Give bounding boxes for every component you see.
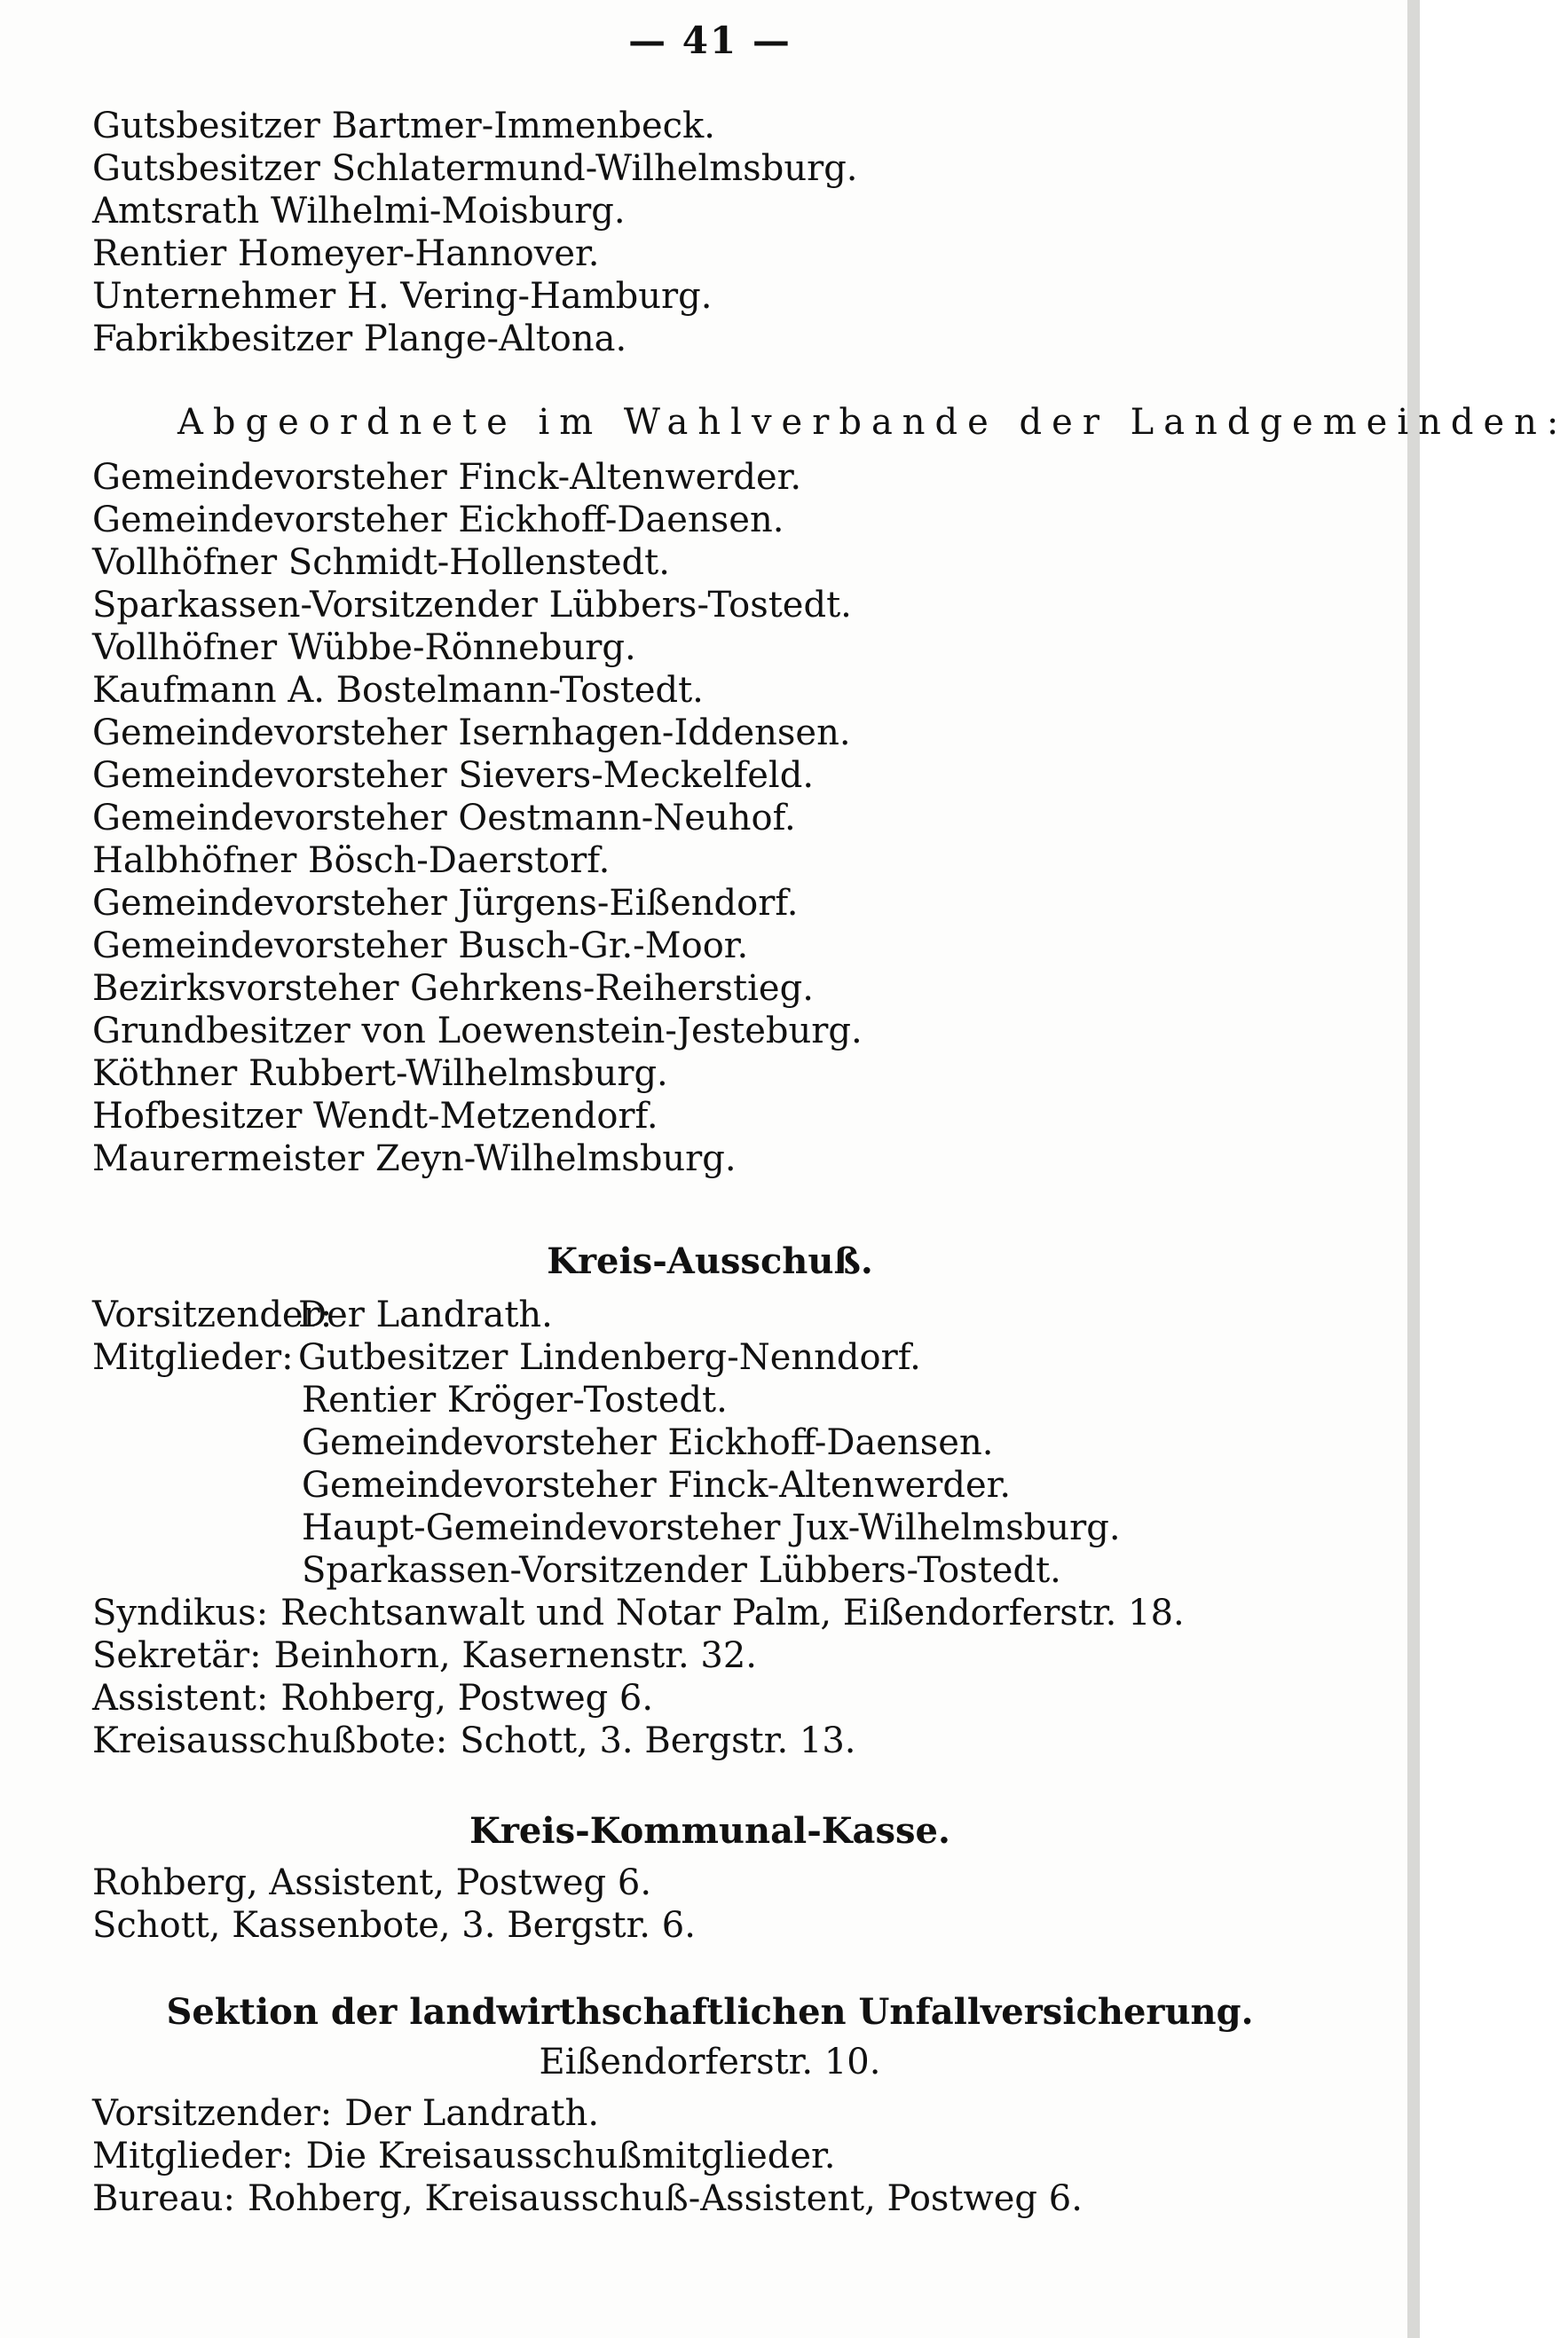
bote-value: Schott, 3. Bergstr. 13. bbox=[460, 1720, 856, 1761]
uv-bureau-value: Rohberg, Kreisausschuß-Assistent, Postweg 6. bbox=[248, 2178, 1083, 2219]
bote-row bbox=[92, 1720, 1185, 1762]
mitglieder-row bbox=[92, 1336, 1185, 1379]
list-item: Gemeindevorsteher Isernhagen-Iddensen. bbox=[92, 712, 851, 753]
sekretaer-value: Beinhorn, Kasernenstr. 32. bbox=[273, 1635, 758, 1676]
delegates-list-landgemeinden bbox=[92, 456, 863, 1180]
mitglied-item: Rentier Kröger-Tostedt. bbox=[302, 1380, 728, 1421]
mitglieder-label: Mitglieder: bbox=[92, 1337, 294, 1378]
bote-label: Kreisausschußbote: bbox=[92, 1720, 448, 1761]
mitglied-item: Haupt-Gemeindevorsteher Jux-Wilhelmsburg. bbox=[302, 1507, 1121, 1548]
syndikus-row bbox=[92, 1592, 1185, 1634]
assistent-row bbox=[92, 1677, 1185, 1720]
assistent-label: Assistent: bbox=[92, 1678, 269, 1719]
list-item: Vollhöfner Schmidt-Hollenstedt. bbox=[92, 542, 670, 583]
assistent-value: Rohberg, Postweg 6. bbox=[280, 1678, 654, 1719]
uv-vorsitzender-row bbox=[92, 2092, 1083, 2135]
kommunal-kasse-block bbox=[92, 1862, 696, 1947]
list-item: Rentier Homeyer-Hannover. bbox=[92, 233, 600, 274]
uv-bureau-row bbox=[92, 2177, 1083, 2220]
list-item: Maurermeister Zeyn-Wilhelmsburg. bbox=[92, 1138, 737, 1179]
sekretaer-label: Sekretär: bbox=[92, 1635, 262, 1676]
unfallversicherung-address: Eißendorferstr. 10. bbox=[539, 2042, 881, 2082]
unfallversicherung-block bbox=[92, 2092, 1083, 2220]
section-heading-kreis-ausschuss: Kreis-Ausschuß. bbox=[547, 1240, 873, 1282]
sekretaer-row bbox=[92, 1634, 1185, 1677]
list-item: Hofbesitzer Wendt-Metzendorf. bbox=[92, 1096, 658, 1137]
list-item: Gutsbesitzer Schlatermund-Wilhelmsburg. bbox=[92, 148, 858, 189]
syndikus-value: Rechtsanwalt und Notar Palm, Eißendorferstr. 18. bbox=[280, 1593, 1185, 1633]
page-number: — 41 — bbox=[628, 19, 792, 62]
vorsitzender-row bbox=[92, 1294, 1185, 1336]
syndikus-label: Syndikus: bbox=[92, 1593, 269, 1633]
list-item: Bezirksvorsteher Gehrkens-Reiherstieg. bbox=[92, 968, 814, 1009]
list-item: Fabrikbesitzer Plange-Altona. bbox=[92, 319, 627, 359]
delegates-list-top bbox=[92, 105, 858, 360]
uv-mitglieder-row bbox=[92, 2135, 1083, 2177]
list-item: Grundbesitzer von Loewenstein-Jesteburg. bbox=[92, 1011, 863, 1051]
mitglied-item: Gemeindevorsteher Eickhoff-Daensen. bbox=[302, 1422, 994, 1463]
mitglied-item: Gutbesitzer Lindenberg-Nenndorf. bbox=[298, 1337, 921, 1378]
list-item: Gemeindevorsteher Oestmann-Neuhof. bbox=[92, 798, 796, 838]
list-item: Rohberg, Assistent, Postweg 6. bbox=[92, 1862, 652, 1903]
list-item: Gemeindevorsteher Sievers-Meckelfeld. bbox=[92, 755, 815, 796]
list-item: Gutsbesitzer Bartmer-Immenbeck. bbox=[92, 106, 715, 146]
list-item: Schott, Kassenbote, 3. Bergstr. 6. bbox=[92, 1905, 696, 1946]
list-item: Vollhöfner Wübbe-Rönneburg. bbox=[92, 627, 636, 668]
list-item: Gemeindevorsteher Eickhoff-Daensen. bbox=[92, 500, 784, 540]
mitglied-item: Gemeindevorsteher Finck-Altenwerder. bbox=[302, 1465, 1012, 1506]
section-heading-unfallversicherung: Sektion der landwirthschaftlichen Unfallversicherung. bbox=[166, 1991, 1254, 2033]
list-item: Sparkassen-Vorsitzender Lübbers-Tostedt. bbox=[92, 585, 852, 626]
vorsitzender-label: Vorsitzender: bbox=[92, 1295, 333, 1335]
page-edge bbox=[1407, 0, 1420, 2338]
kreis-ausschuss-block bbox=[92, 1294, 1185, 1762]
mitglied-item: Sparkassen-Vorsitzender Lübbers-Tostedt. bbox=[302, 1550, 1061, 1591]
list-item: Unternehmer H. Vering-Hamburg. bbox=[92, 276, 713, 317]
list-item: Gemeindevorsteher Finck-Altenwerder. bbox=[92, 457, 802, 498]
uv-vorsitzender-value: Der Landrath. bbox=[344, 2093, 600, 2134]
list-item: Gemeindevorsteher Jürgens-Eißendorf. bbox=[92, 883, 799, 924]
list-item: Halbhöfner Bösch-Daerstorf. bbox=[92, 840, 611, 881]
list-item: Kaufmann A. Bostelmann-Tostedt. bbox=[92, 670, 704, 711]
uv-mitglieder-value: Die Kreisausschußmitglieder. bbox=[305, 2136, 836, 2177]
uv-mitglieder-label: Mitglieder: bbox=[92, 2136, 294, 2177]
vorsitzender-value: Der Landrath. bbox=[298, 1295, 553, 1335]
uv-bureau-label: Bureau: bbox=[92, 2178, 236, 2219]
section-heading-landgemeinden: Abgeordnete im Wahlverbande der Landgemeinden: bbox=[177, 402, 1568, 443]
section-heading-kommunal-kasse: Kreis-Kommunal-Kasse. bbox=[469, 1810, 950, 1852]
list-item: Amtsrath Wilhelmi-Moisburg. bbox=[92, 191, 626, 232]
list-item: Köthner Rubbert-Wilhelmsburg. bbox=[92, 1053, 668, 1094]
list-item: Gemeindevorsteher Busch-Gr.-Moor. bbox=[92, 925, 749, 966]
uv-vorsitzender-label: Vorsitzender: bbox=[92, 2093, 333, 2134]
